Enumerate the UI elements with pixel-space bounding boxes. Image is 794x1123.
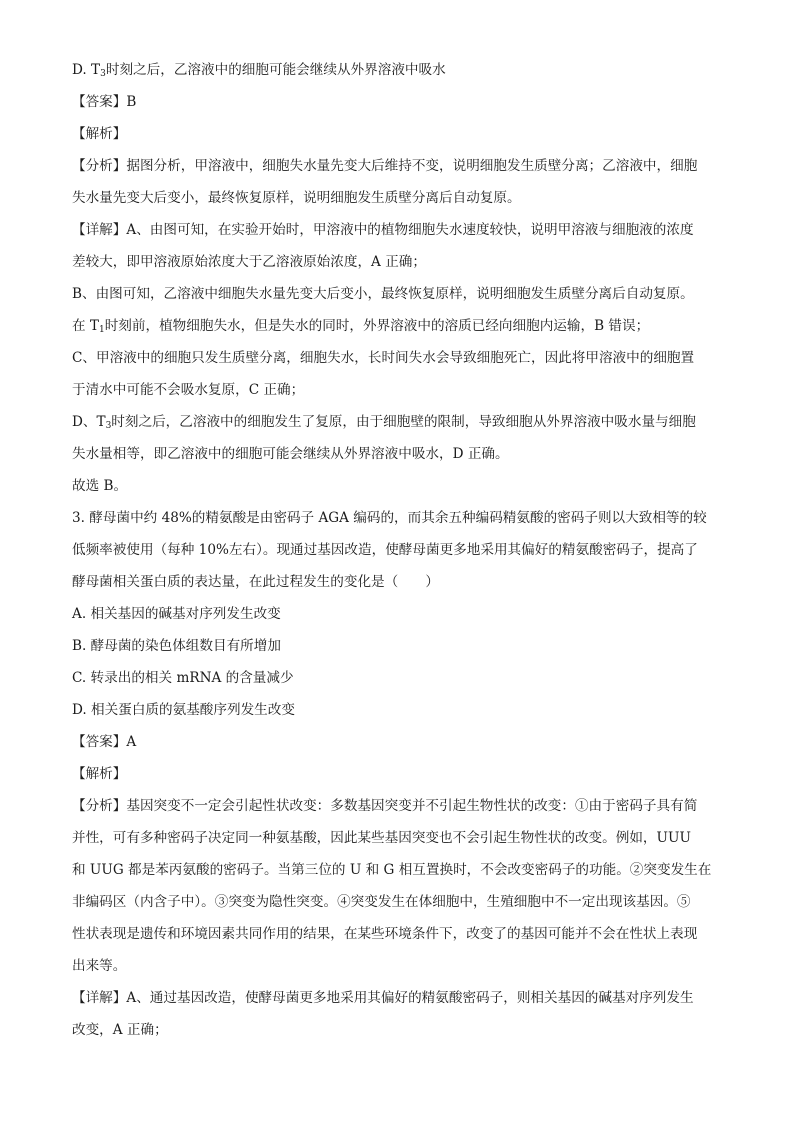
analysis-paragraph-line: 【分析】基因突变不一定会引起性状改变：多数基因突变并不引起生物性状的改变：①由于密码子具有简 bbox=[72, 798, 698, 814]
analysis-heading: 【解析】 bbox=[72, 126, 127, 142]
detail-paragraph-line: 于清水中可能不会吸水复原，C 正确； bbox=[72, 382, 305, 398]
question-3-stem: 低频率被使用（每种 10%左右）。现通过基因改造，使酵母菌更多地采用其偏好的精氨酸密码子，提高了 bbox=[72, 542, 698, 558]
detail-paragraph-line: B、由图可知，乙溶液中细胞失水量先变大后变小，最终恢复原样，说明细胞发生质壁分离后自动复原。 bbox=[72, 286, 694, 302]
detail-paragraph-line: 失水量相等，即乙溶液中的细胞可能会继续从外界溶液中吸水，D 正确。 bbox=[72, 446, 509, 462]
detail-paragraph-line: D、$T_3$时刻之后，乙溶液中的细胞发生了复原，由于细胞壁的限制，导致细胞从外界溶液中吸水量与细胞 bbox=[72, 414, 696, 431]
option-c: C. 转录出的相关 mRNA 的含量减少 bbox=[72, 670, 294, 686]
detail-paragraph-line: 改变，A 正确； bbox=[72, 1022, 168, 1038]
question-3-stem: 酵母菌相关蛋白质的表达量，在此过程发生的变化是（ ） bbox=[72, 574, 440, 590]
option-d: D. 相关蛋白质的氨基酸序列发生改变 bbox=[72, 702, 295, 718]
analysis-paragraph-line: 出来等。 bbox=[72, 958, 127, 974]
analysis-paragraph-line: 非编码区（内含子中）。③突变为隐性突变。④突变发生在体细胞中，生殖细胞中不一定出现该基因。⑤ bbox=[72, 894, 691, 910]
analysis-heading: 【解析】 bbox=[72, 766, 127, 782]
answer-label: 【答案】A bbox=[72, 734, 137, 750]
answer-label: 【答案】B bbox=[72, 94, 137, 110]
detail-paragraph-line: 在 $T_1$时刻前，植物细胞失水，但是失水的同时，外界溶液中的溶质已经向细胞内运输，B 错误； bbox=[72, 318, 650, 335]
option-d-previous: D. $T_3$时刻之后，乙溶液中的细胞可能会继续从外界溶液中吸水 bbox=[72, 62, 446, 79]
option-b: B. 酵母菌的染色体组数目有所增加 bbox=[72, 638, 281, 654]
detail-paragraph-line: 【详解】A、由图可知，在实验开始时，甲溶液中的植物细胞失水速度较快，说明甲溶液与细胞液的浓度 bbox=[72, 222, 694, 238]
detail-paragraph-line: 【详解】A、通过基因改造，使酵母菌更多地采用其偏好的精氨酸密码子，则相关基因的碱基对序列发生 bbox=[72, 990, 694, 1006]
detail-paragraph-line: 差较大，即甲溶液原始浓度大于乙溶液原始浓度，A 正确； bbox=[72, 254, 426, 270]
question-3-stem: 3. 酵母菌中约 48%的精氨酸是由密码子 AGA 编码的，而其余五种编码精氨酸的密码子则以大致相等的较 bbox=[72, 510, 707, 526]
analysis-paragraph-line: 【分析】据图分析，甲溶液中，细胞失水量先变大后维持不变，说明细胞发生质壁分离；乙溶液中，细胞 bbox=[72, 158, 698, 174]
analysis-paragraph-line: 并性，可有多种密码子决定同一种氨基酸，因此某些基因突变也不会引起生物性状的改变。例如，UUU bbox=[72, 830, 691, 846]
detail-paragraph-line: C、甲溶液中的细胞只发生质壁分离，细胞失水，长时间失水会导致细胞死亡，因此将甲溶液中的细胞置 bbox=[72, 350, 695, 366]
analysis-paragraph-line: 和 UUG 都是苯丙氨酸的密码子。当第三位的 U 和 G 相互置换时，不会改变密码子的功能。②突变发生在 bbox=[72, 862, 712, 878]
option-a: A. 相关基因的碱基对序列发生改变 bbox=[72, 606, 281, 622]
choice-line: 故选 B。 bbox=[72, 478, 128, 494]
analysis-paragraph-line: 失水量先变大后变小，最终恢复原样，说明细胞发生质壁分离后自动复原。 bbox=[72, 190, 521, 206]
analysis-paragraph-line: 性状表现是遗传和环境因素共同作用的结果，在某些环境条件下，改变了的基因可能并不会在性状上表现 bbox=[72, 926, 698, 942]
